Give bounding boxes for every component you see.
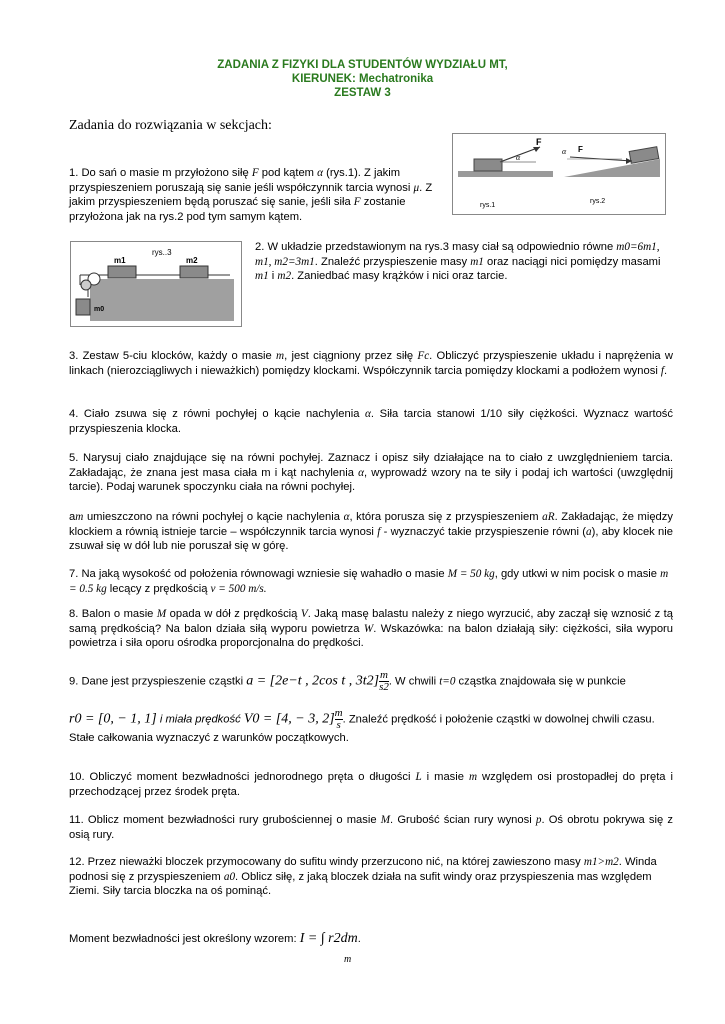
task-6-m: m (75, 511, 84, 523)
task-6-text-b: umieszczono na równi pochyłej o kącie nachylenia (83, 511, 344, 523)
task-2-m2: m2 (277, 270, 292, 283)
block-m1 (108, 266, 136, 278)
task-8 (69, 607, 673, 651)
block-m0 (76, 299, 90, 315)
task-11-p: p (535, 814, 542, 826)
task-3-text-b: , jest ciągniony przez siłę (284, 350, 418, 362)
task-10-L: L (415, 771, 422, 783)
task-11-text-b: . Grubość ścian rury wynosi (390, 814, 536, 826)
task-1-force: F (251, 167, 259, 179)
task-9-v0: V0 = [4, − 3, 2] (243, 711, 335, 727)
task-9-text-b: . W chwili (388, 675, 440, 688)
task-9-acceleration-formula: a = [2e−t , 2cos t , 3t2] (246, 673, 380, 689)
task-10-text-c: względem osi prostopadłej do pręta i przechodzącej przez środek pręta. (69, 771, 673, 798)
task-9-line-2 (69, 708, 673, 746)
task-12-text-c: . Oblicz siłę, z jaką bloczek działa na sufit windy oraz przyspieszenia mas względem Ziemi. Siły tarcia bloczka na oś pominąć. (69, 870, 652, 898)
task-9-line-1 (69, 670, 673, 693)
task-11-M: M (380, 814, 391, 826)
task-7-text-c: lecący z prędkością (106, 582, 211, 595)
task-9-unit-den: s2 (379, 681, 389, 693)
task-9-text-d: i miała prędkość (156, 713, 244, 726)
ground-rys-1 (458, 171, 553, 177)
task-9-v-unit (335, 708, 343, 731)
moment-text: Moment bezwładności jest określony wzorem: (69, 933, 300, 945)
task-3-f: f (660, 364, 665, 377)
task-2-m1-b: m1 (255, 270, 269, 283)
task-4-text-b: . Siła tarcia stanowi 1/10 siły ciężkości. Wyznacz wartość przyspieszenia klocka. (69, 408, 673, 435)
task-6 (69, 510, 673, 554)
task-9-v-unit-num: m (334, 707, 343, 719)
task-5-text: 5. Narysuj ciało znajdujące się na równi pochyłej. Zaznacz i opisz siły działające na to ciało z uwzględnieniem tarcia. Zakładając, że znana jest masa ciała m i kąt nachylenia (69, 452, 673, 479)
task-8-M: M (156, 608, 167, 620)
task-7 (69, 567, 673, 596)
task-9-t0: t=0 (439, 675, 456, 688)
task-10-text: 10. Obliczyć moment bezwładności jednorodnego pręta o długości (69, 771, 416, 783)
task-2-text-e: . Zaniedbać masy krążków i nici oraz tarcie. (291, 270, 508, 283)
task-12 (69, 855, 673, 899)
task-1-text: 1. Do sań o masie m przyłożono siłę (69, 167, 252, 179)
task-11-text-c: . Oś obrotu pokrywa się z osią rury. (69, 814, 673, 841)
task-1-mu: μ (413, 181, 420, 194)
task-9-v-unit-den: s (336, 719, 341, 731)
task-12-text: 12. Przez nieważki bloczek przymocowany do sufitu windy przerzucono nić, na której zawieszono masy (69, 856, 584, 868)
task-8-text-c: . Jaką masę balastu należy z niego wyrzucić, aby zaczął się wznosić z tą samą prędkością? Na balon działa siłą wyporu powietrza (69, 608, 673, 635)
header-line-1: ZADANIA Z FIZYKI DLA STUDENTÓW WYDZIAŁU MT, (217, 59, 508, 71)
task-1-force-2: F (353, 196, 361, 209)
task-8-text: 8. Balon o masie (69, 608, 157, 620)
task-10-m: m (468, 771, 478, 783)
task-7-m: m = 0.5 kg (69, 568, 669, 595)
task-9-text-c: cząstka znajdowała się w punkcie (455, 675, 626, 688)
task-6-a: a (586, 525, 592, 538)
table-rys-3 (90, 279, 234, 321)
task-9-text-e: . Znaleźć prędkość i położenie cząstki w dowolnej chwili czasu. Stałe całkowania wyznaczyć z warunków początkowych. (69, 713, 655, 744)
task-1-text-c: (rys.1). Z jakim przyspieszeniem poruszają się sanie jeśli współczynnik tarcia wynosi (69, 167, 414, 194)
label-alpha-rys-1: α (516, 153, 521, 162)
task-11 (69, 813, 673, 842)
task-6-text-c: , która porusza się z przyspieszeniem (349, 511, 543, 523)
label-alpha-rys-2: α (562, 147, 567, 156)
task-1-text-e: zostanie przyłożona jak na rys.2 pod tym samym kątem. (69, 196, 406, 223)
task-10 (69, 770, 673, 799)
label-m2: m2 (186, 256, 198, 265)
task-2-masses: m0=6m1, m1, m2=3m1 (255, 241, 660, 268)
task-3 (69, 349, 673, 378)
task-4-alpha: α (365, 408, 371, 420)
task-2-text: 2. W układzie przedstawionym na rys.3 masy ciał są odpowiednio równe (255, 241, 617, 253)
task-7-M: M = 50 kg (447, 568, 495, 580)
header-line-3: ZESTAW 3 (334, 87, 391, 99)
figure-rys-3 (70, 241, 242, 327)
task-2-m1: m1 (470, 255, 484, 268)
task-3-fc: Fc (417, 350, 430, 362)
task-5-text-b: , wyprowadź wzory na te siły i podaj ich wartości (uwzględnij tarcie). Podaj warunek spoczynku ciała na równi pochyłej. (69, 466, 673, 494)
task-4 (69, 407, 673, 436)
task-2-text-d: i (268, 270, 278, 283)
task-12-text-b: . Winda podnosi się z przyspieszeniem (69, 856, 657, 883)
task-4-text: 4. Ciało zsuwa się z równi pochyłej o kącie nachylenia (69, 408, 366, 420)
figure-rys-1-2 (452, 133, 666, 215)
task-7-text: 7. Na jaką wysokość od położenia równowagi wzniesie się wahadło o masie (69, 568, 448, 580)
task-10-text-b: i masie (421, 771, 469, 783)
moment-end: . (357, 933, 361, 945)
task-12-a0: a0 (223, 870, 236, 883)
task-3-text-d: . (664, 364, 668, 377)
task-6-text-d: . Zakładając, że między klockiem a równią istnieje tarcie – współczynnik tarcia wynosi (69, 511, 673, 538)
task-1 (69, 166, 447, 224)
task-8-W: W (363, 622, 374, 635)
caption-rys-3: rys..3 (152, 248, 172, 257)
task-3-text-c: . Obliczyć przyspieszenie układu i naprężenia w linkach (nierozciągliwych i nieważkich) pomiędzy klockami. Współczynnik tarcia pomiędzy klockami a podłożem wynosi (69, 350, 673, 377)
label-f-rys-1: F (536, 137, 542, 147)
task-8-text-b: opada w dół z prędkością (166, 608, 301, 620)
task-8-V: V (300, 608, 308, 620)
task-7-v: v = 500 m/s. (210, 582, 267, 595)
task-3-text: 3. Zestaw 5-ciu klocków, każdy o masie (69, 350, 277, 362)
task-9-r0: r0 = [0, − 1, 1] (69, 711, 157, 727)
task-2-text-c: oraz naciągi nici pomiędzy masami (483, 255, 661, 268)
task-12-masses: m1>m2 (583, 856, 619, 868)
task-5-alpha: α (358, 466, 364, 479)
moment-definition (69, 932, 673, 947)
label-f-rys-2: F (578, 145, 583, 154)
task-2 (255, 240, 673, 284)
task-1-alpha: α (317, 167, 323, 179)
task-6-ar: aR (542, 511, 555, 523)
document-header (0, 58, 725, 100)
task-9-text: 9. Dane jest przyspieszenie cząstki (69, 675, 247, 688)
task-1-text-b: pod kątem (258, 167, 318, 179)
header-line-2: KIERUNEK: Mechatronika (291, 73, 434, 85)
moment-integral-subscript: m (344, 954, 352, 965)
task-6-text-e: - wyznaczyć takie przyspieszenie równi ( (380, 525, 586, 538)
task-11-text: 11. Oblicz moment bezwładności rury grubościennej o masie (69, 814, 381, 826)
block-m2 (180, 266, 208, 278)
section-subtitle: Zadania do rozwiązania w sekcjach: (69, 118, 272, 133)
task-9-unit-num: m (379, 669, 388, 681)
caption-rys-1: rys.1 (480, 202, 496, 209)
moment-formula: I = ∫ r2dm (299, 931, 358, 946)
task-5 (69, 451, 673, 495)
task-9-unit (379, 670, 389, 693)
task-6-alpha: α (343, 511, 350, 523)
task-3-m: m (276, 350, 285, 362)
task-8-text-d: . Wskazówka: na balon działają siły: ciężkości, siła wyporu powietrza i siła oporu ośrodka proporcjonalna do prędkości. (69, 622, 673, 650)
task-6-f: f (377, 525, 381, 538)
caption-rys-2: rys.2 (590, 198, 606, 205)
label-m1: m1 (114, 256, 126, 265)
task-1-text-d: . Z jakim przyspieszeniem będą poruszać się sanie, jeśli siła (69, 181, 433, 209)
label-m0: m0 (94, 306, 105, 313)
task-6-text-g: ), aby klocek nie zsuwał się w dół lub nie poruszał się w górę. (69, 525, 673, 553)
sled-rys-1 (474, 159, 502, 171)
task-6-text: a (69, 511, 76, 523)
task-7-text-b: , gdy utkwi w nim pocisk o masie (494, 568, 661, 580)
task-2-text-b: . Znaleźć przyspieszenie masy (314, 255, 471, 268)
